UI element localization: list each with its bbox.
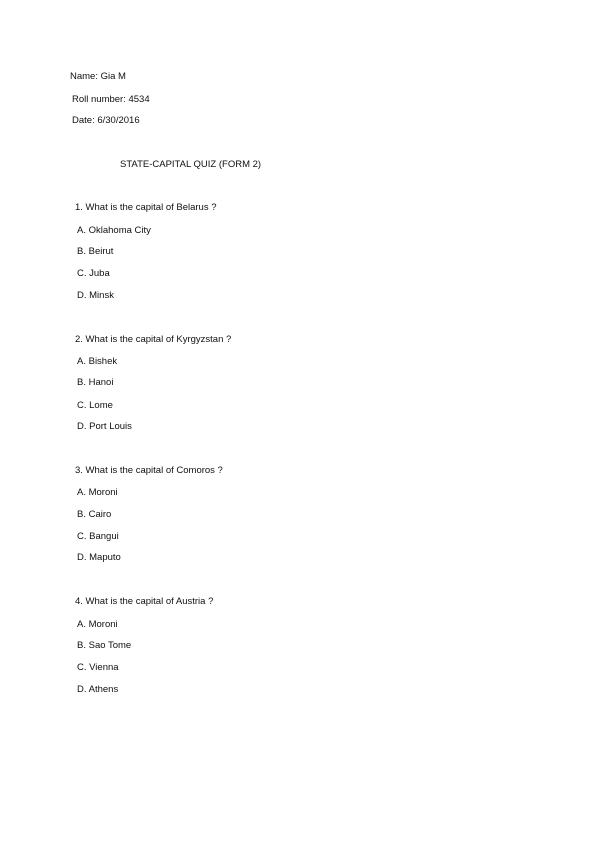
- roll-number: Roll number: 4534: [72, 94, 150, 105]
- question-3-text: 3. What is the capital of Comoros ?: [75, 465, 223, 476]
- question-2-option-a: A. Bishek: [77, 356, 118, 367]
- question-4-option-c: C. Vienna: [77, 662, 119, 673]
- question-3-option-a: A. Moroni: [77, 487, 118, 498]
- question-2-option-b: B. Hanoi: [77, 377, 114, 388]
- question-4-option-a: A. Moroni: [77, 619, 118, 630]
- question-2-option-c: C. Lome: [77, 400, 113, 411]
- question-2-text: 2. What is the capital of Kyrgyzstan ?: [75, 334, 232, 345]
- question-3-option-d: D. Maputo: [77, 552, 121, 563]
- question-1-option-c: C. Juba: [77, 268, 110, 279]
- question-4-text: 4. What is the capital of Austria ?: [75, 596, 214, 607]
- question-3-option-b: B. Cairo: [77, 509, 112, 520]
- question-1-option-d: D. Minsk: [77, 290, 114, 301]
- student-name: Name: Gia M: [70, 71, 126, 82]
- question-1-text: 1. What is the capital of Belarus ?: [75, 202, 217, 213]
- quiz-title: STATE-CAPITAL QUIZ (FORM 2): [120, 159, 262, 170]
- question-4-option-b: B. Sao Tome: [77, 640, 132, 651]
- question-1-option-b: B. Beirut: [77, 246, 114, 257]
- question-4-option-d: D. Athens: [77, 684, 119, 695]
- question-1-option-a: A. Oklahoma City: [77, 225, 151, 236]
- question-2-option-d: D. Port Louis: [77, 421, 132, 432]
- quiz-date: Date: 6/30/2016: [72, 115, 140, 126]
- question-3-option-c: C. Bangui: [77, 531, 119, 542]
